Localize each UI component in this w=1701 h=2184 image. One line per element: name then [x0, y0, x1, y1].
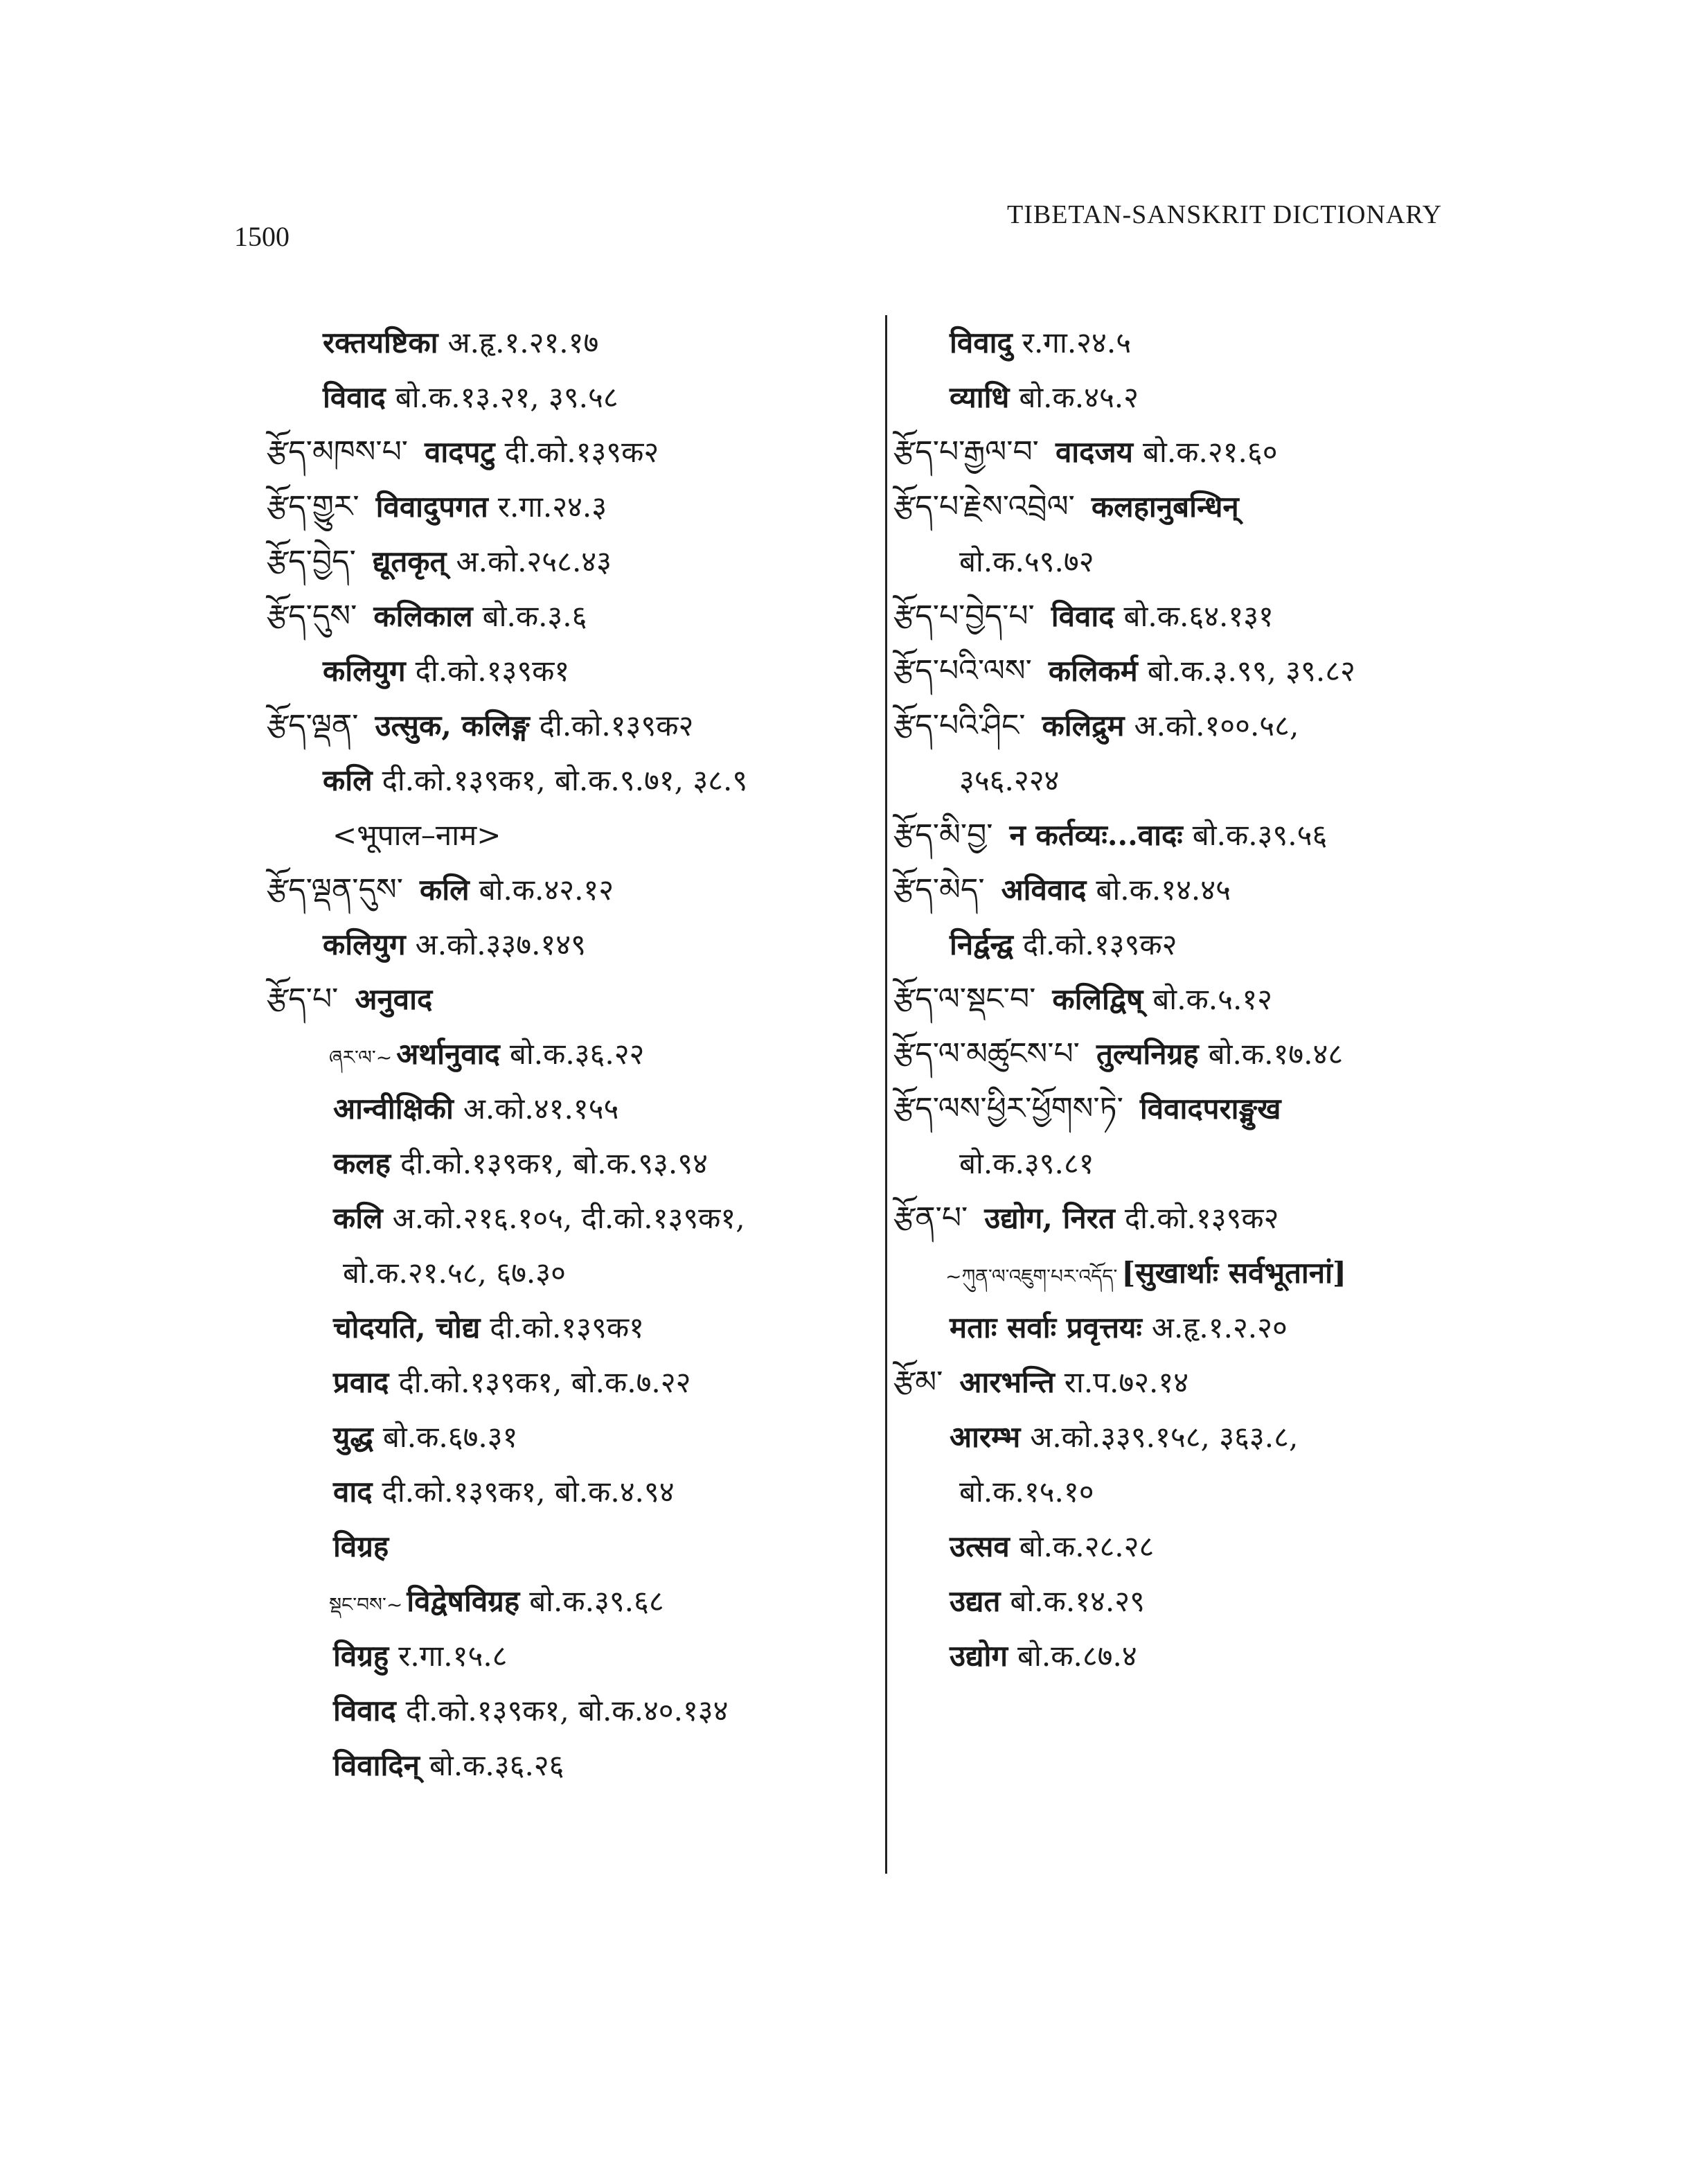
- sanskrit-equivalent: उत्सव: [950, 1529, 1010, 1563]
- dictionary-gloss-line: [267, 1410, 876, 1464]
- sanskrit-equivalent: कलिकर्म: [1048, 654, 1138, 688]
- dictionary-headword-line: [893, 1355, 1517, 1410]
- sanskrit-equivalent: आन्वीक्षिकी: [333, 1092, 454, 1126]
- sanskrit-equivalent: अनुवाद: [355, 982, 433, 1016]
- source-reference: बो.क.४२.१२: [479, 873, 614, 907]
- source-reference: बो.क.५९.७२: [959, 544, 1094, 578]
- sanskrit-equivalent: कलिकाल: [373, 599, 473, 633]
- page-number: 1500: [234, 221, 290, 252]
- sanskrit-equivalent: विवाद: [323, 380, 386, 414]
- dictionary-gloss-line: [267, 1191, 876, 1245]
- dictionary-gloss-line: [267, 1464, 876, 1519]
- dictionary-headword-line: [267, 698, 876, 753]
- source-reference: दी.को.१३९क१, बो.क.४.९४: [382, 1475, 675, 1509]
- sanskrit-equivalent: विवादुपगत: [375, 490, 488, 524]
- sanskrit-equivalent: वादजय: [1055, 435, 1133, 469]
- tibetan-term: རྩོད་ལ་སྡང་བ་: [893, 982, 1036, 1017]
- dictionary-gloss-line: [893, 1464, 1517, 1519]
- column-divider: [885, 315, 887, 1874]
- sanskrit-equivalent: कलहानुबन्धिन्: [1091, 490, 1239, 524]
- sanskrit-equivalent: युद्ध: [333, 1420, 373, 1454]
- tibetan-term: རྩོད་མེད་: [893, 872, 985, 907]
- dictionary-gloss-line: [267, 1355, 876, 1410]
- tibetan-term: རྩོད་པ་བྱེད་པ་: [893, 598, 1035, 634]
- source-reference: बो.क.१३.२१, ३९.५८: [395, 380, 618, 414]
- sanskrit-equivalent: आरम्भ: [950, 1420, 1021, 1454]
- source-reference: अ.हृ.१.२१.१७: [447, 326, 599, 359]
- sanskrit-equivalent: उद्योग, निरत: [984, 1201, 1115, 1235]
- source-reference: बो.क.३६.२२: [509, 1037, 645, 1071]
- source-reference: अ.को.१००.५८,: [1134, 709, 1299, 743]
- dictionary-gloss-line: [893, 315, 1517, 370]
- dictionary-headword-line: [893, 1191, 1517, 1245]
- source-reference: रा.प.७२.१४: [1064, 1365, 1189, 1399]
- dictionary-gloss-line: [267, 643, 876, 698]
- source-reference: बो.क.१७.४८: [1208, 1037, 1344, 1071]
- sanskrit-equivalent: कलह: [333, 1146, 391, 1180]
- source-reference: दी.को.१३९क२: [504, 435, 659, 469]
- sanskrit-equivalent: कलि: [419, 873, 470, 907]
- source-reference: अ.को.२५८.४३: [456, 544, 612, 578]
- tibetan-term: སྡང་བས་~: [329, 1593, 403, 1616]
- left-column: [267, 315, 876, 1793]
- sanskrit-equivalent: कलि: [333, 1201, 383, 1235]
- source-reference: दी.को.१३९क१, बो.क.४०.१३४: [405, 1694, 729, 1728]
- dictionary-gloss-line: [893, 534, 1517, 589]
- source-reference: अ.हृ.१.२.२०: [1151, 1311, 1288, 1344]
- dictionary-gloss-line: [893, 1300, 1517, 1355]
- sanskrit-equivalent: चोदयति, चोद्य: [333, 1311, 481, 1344]
- sanskrit-equivalent: कलियुग: [323, 654, 406, 688]
- dictionary-headword-line: [893, 589, 1517, 643]
- source-reference: बो.क.२१.५८, ६७.३०: [343, 1256, 566, 1290]
- sanskrit-equivalent: प्रवाद: [333, 1365, 389, 1399]
- sanskrit-equivalent: द्यूतकृत्: [372, 544, 447, 578]
- tibetan-term: རྩོད་པའི་ཤིང་: [893, 708, 1026, 743]
- sanskrit-equivalent: विवाद: [333, 1694, 396, 1728]
- sanskrit-equivalent: उद्योग: [950, 1639, 1008, 1673]
- sanskrit-equivalent: [सुखार्थाः सर्वभूतानां]: [1121, 1256, 1346, 1290]
- dictionary-gloss-line: [893, 1628, 1517, 1683]
- tibetan-term: རྩོད་པ་རྗེས་འབྲེལ་: [893, 489, 1075, 524]
- source-reference: बो.क.६७.३१: [382, 1420, 518, 1454]
- sanskrit-equivalent: तुल्यनिग्रह: [1096, 1037, 1199, 1071]
- source-reference: दी.को.१३९क२: [1022, 927, 1177, 961]
- source-reference: बो.क.८७.४: [1017, 1639, 1137, 1673]
- sanskrit-equivalent: विवाद: [1051, 599, 1114, 633]
- dictionary-gloss-line: [267, 1300, 876, 1355]
- sanskrit-equivalent: रक्तयष्टिका: [323, 326, 438, 359]
- sanskrit-equivalent: निर्द्वन्द्व: [950, 927, 1013, 961]
- tibetan-term: རྩོད་མཁས་པ་: [267, 434, 409, 470]
- source-reference: अ.को.४१.१५५: [463, 1092, 619, 1126]
- dictionary-gloss-line: [267, 315, 876, 370]
- sanskrit-equivalent: विद्वेषविग्रह: [407, 1584, 520, 1618]
- dictionary-gloss-line: [267, 1136, 876, 1191]
- tibetan-term: ཞར་ལ་~: [329, 1046, 393, 1069]
- tibetan-term: རྩོན་པ་: [893, 1200, 968, 1236]
- source-reference: दी.को.१३९क१: [415, 654, 570, 688]
- source-reference: अ.को.२१६.१०५, दी.को.१३९क१,: [392, 1201, 745, 1235]
- tibetan-term: རྩོད་བྱེད་: [267, 544, 356, 579]
- running-title: TIBETAN-SANSKRIT DICTIONARY: [1007, 200, 1443, 229]
- dictionary-headword-line: [267, 862, 876, 917]
- dictionary-headword-line: [267, 589, 876, 643]
- source-reference: अ.को.३३९.१५८, ३६३.८,: [1030, 1420, 1299, 1454]
- tibetan-term: རྩོད་ལྡན་: [267, 708, 359, 743]
- dictionary-gloss-line: [267, 370, 876, 425]
- dictionary-gloss-line: [267, 1738, 876, 1793]
- dictionary-gloss-line: [267, 1519, 876, 1574]
- dictionary-headword-line: [893, 698, 1517, 753]
- dictionary-headword-line: [893, 643, 1517, 698]
- sanskrit-equivalent: विवादु: [950, 326, 1013, 359]
- source-reference: ३५६.२२४: [959, 763, 1060, 797]
- sanskrit-equivalent: विग्रहु: [333, 1639, 389, 1673]
- source-reference: दी.को.१३९क२: [539, 709, 694, 743]
- sanskrit-equivalent: कलि: [323, 763, 373, 797]
- sanskrit-equivalent: कलिद्विष्: [1052, 982, 1143, 1016]
- sanskrit-equivalent: मताः सर्वाः प्रवृत्तयः: [950, 1311, 1142, 1344]
- tibetan-term: རྩོད་ལྡན་དུས་: [267, 872, 403, 907]
- tibetan-term: རྩོད་གྱུར་: [267, 489, 359, 524]
- dictionary-gloss-line: [893, 1410, 1517, 1464]
- source-reference: दी.को.१३९क२: [1124, 1201, 1279, 1235]
- source-reference: बो.क.३९.८१: [959, 1146, 1094, 1180]
- tibetan-term: རྩོད་པ་: [267, 982, 339, 1017]
- sanskrit-equivalent: न कर्तव्यः...वादः: [1009, 818, 1183, 852]
- sanskrit-equivalent: विवादपराङ्मुख: [1139, 1092, 1281, 1126]
- source-reference: दी.को.१३९क१: [490, 1311, 644, 1344]
- sanskrit-equivalent: अर्थानुवाद: [396, 1037, 500, 1071]
- dictionary-gloss-line: [267, 808, 876, 862]
- sanskrit-equivalent: विवादिन्: [333, 1748, 420, 1782]
- dictionary-headword-line: [267, 972, 876, 1027]
- tibetan-term: རྩོམ་: [893, 1365, 943, 1400]
- dictionary-headword-line: [893, 1027, 1517, 1081]
- sanskrit-equivalent: वाद: [333, 1475, 373, 1509]
- dictionary-headword-line: [893, 1081, 1517, 1136]
- dictionary-headword-line: [893, 972, 1517, 1027]
- dictionary-gloss-line: [267, 1081, 876, 1136]
- dictionary-gloss-line: [893, 753, 1517, 808]
- source-reference: बो.क.२८.२८: [1019, 1529, 1155, 1563]
- dictionary-gloss-line: [267, 1245, 876, 1300]
- dictionary-gloss-line: [893, 917, 1517, 972]
- tibetan-term: རྩོད་ལ་མཚུངས་པ་: [893, 1036, 1080, 1072]
- source-reference: बो.क.१४.२९: [1010, 1584, 1145, 1618]
- dictionary-gloss-line: [267, 917, 876, 972]
- source-reference: अ.को.३३७.१४९: [415, 927, 586, 961]
- source-reference: र.गा.१५.८: [398, 1639, 508, 1673]
- tibetan-term: རྩོད་པ་རྒྱལ་བ་: [893, 434, 1039, 470]
- source-reference: बो.क.३.९९, ३९.८२: [1147, 654, 1355, 688]
- tibetan-term: ~ཀུན་ལ་འཇུག་པར་འདོད་: [945, 1265, 1118, 1288]
- dictionary-headword-line: [893, 808, 1517, 862]
- source-reference: बो.क.३९.६८: [529, 1584, 664, 1618]
- dictionary-headword-line: [893, 425, 1517, 479]
- sanskrit-equivalent: विग्रह: [333, 1529, 389, 1563]
- sanskrit-equivalent: कलियुग: [323, 927, 406, 961]
- dictionary-gloss-line: [893, 1245, 1517, 1300]
- dictionary-gloss-line: [267, 1027, 876, 1081]
- source-reference: र.गा.२४.५: [1022, 326, 1132, 359]
- dictionary-headword-line: [267, 425, 876, 479]
- dictionary-gloss-line: [893, 1574, 1517, 1628]
- sanskrit-equivalent: अविवाद: [1001, 873, 1087, 907]
- dictionary-headword-line: [893, 862, 1517, 917]
- source-reference: बो.क.४५.२: [1019, 380, 1139, 414]
- dictionary-headword-line: [267, 479, 876, 534]
- source-reference: दी.को.१३९क१, बो.क.७.२२: [398, 1365, 691, 1399]
- dictionary-headword-line: [893, 479, 1517, 534]
- sanskrit-equivalent: उत्सुक, कलिङ्ग: [375, 709, 530, 743]
- dictionary-gloss-line: [893, 1519, 1517, 1574]
- tibetan-term: རྩོད་མི་བྱ་: [893, 817, 993, 853]
- sanskrit-equivalent: उद्यत: [950, 1584, 1001, 1618]
- source-reference: बो.क.२१.६०: [1143, 435, 1278, 469]
- source-reference: बो.क.१५.१०: [959, 1475, 1094, 1509]
- source-reference: बो.क.५.१२: [1152, 982, 1273, 1016]
- tibetan-term: རྩོད་ལས་ཕྱིར་ཕྱོགས་ཏེ་: [893, 1091, 1123, 1126]
- source-reference: र.गा.२४.३: [497, 490, 607, 524]
- sanskrit-equivalent: कलिद्रुम: [1042, 709, 1125, 743]
- source-reference: बो.क.३६.२६: [429, 1748, 564, 1782]
- dictionary-gloss-line: [267, 1574, 876, 1628]
- dictionary-gloss-line: [267, 1628, 876, 1683]
- source-reference: बो.क.६४.१३१: [1123, 599, 1274, 633]
- sanskrit-equivalent: वादपटु: [425, 435, 495, 469]
- dictionary-gloss-line: [893, 370, 1517, 425]
- tibetan-term: རྩོད་དུས་: [267, 598, 357, 634]
- tibetan-term: རྩོད་པའི་ལས་: [893, 653, 1032, 689]
- dictionary-gloss-line: [267, 753, 876, 808]
- source-reference: <भूपाल–नाम>: [332, 818, 501, 852]
- source-reference: बो.क.३९.५६: [1192, 818, 1328, 852]
- sanskrit-equivalent: व्याधि: [950, 380, 1010, 414]
- dictionary-gloss-line: [267, 1683, 876, 1738]
- right-column: [893, 315, 1517, 1683]
- dictionary-headword-line: [267, 534, 876, 589]
- sanskrit-equivalent: आरभन्ति: [959, 1365, 1055, 1399]
- dictionary-gloss-line: [893, 1136, 1517, 1191]
- source-reference: दी.को.१३९क१, बो.क.९३.९४: [400, 1146, 708, 1180]
- source-reference: दी.को.१३९क१, बो.क.९.७१, ३८.९: [382, 763, 748, 797]
- source-reference: बो.क.१४.४५: [1096, 873, 1231, 907]
- source-reference: बो.क.३.६: [482, 599, 587, 633]
